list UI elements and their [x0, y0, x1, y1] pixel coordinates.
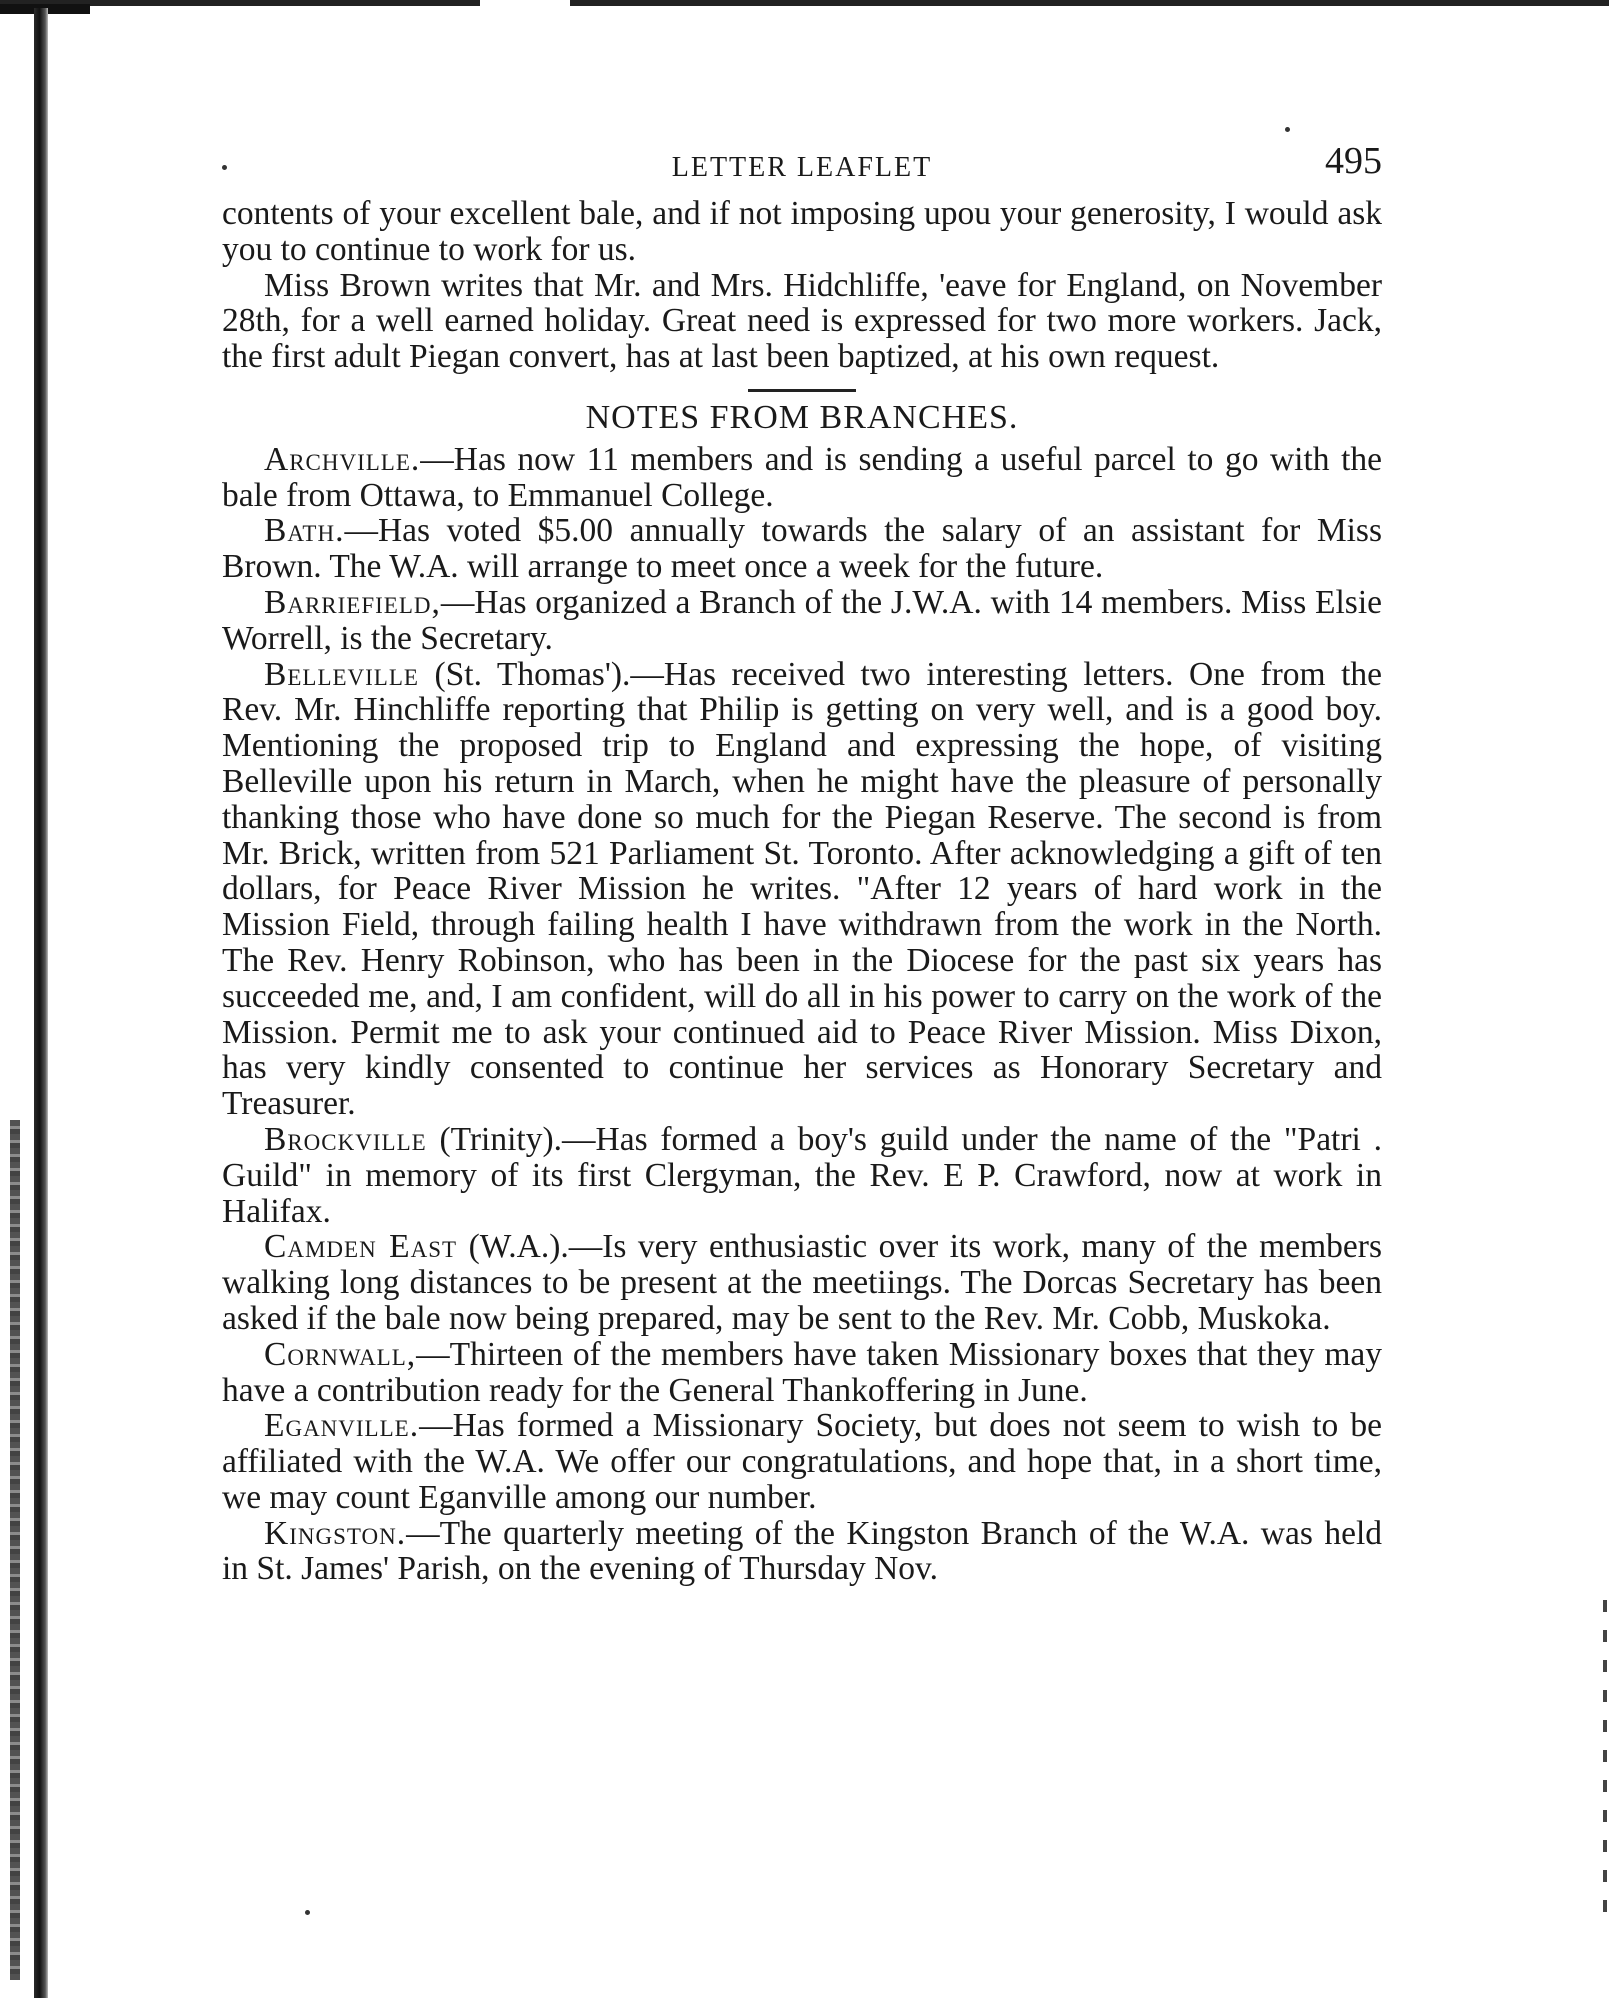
branch-name: Kingston. — [264, 1514, 407, 1552]
branch-name: Cornwall, — [264, 1335, 417, 1373]
branch-note — [222, 1516, 1382, 1588]
scan-speck — [305, 1910, 310, 1915]
branch-name: Eganville. — [264, 1407, 420, 1445]
section-divider — [748, 389, 856, 392]
intro-paragraph: contents of your excellent bale, and if not imposing upou your generosity, I would ask you to continue to work for us. — [222, 195, 1382, 268]
branch-text: (W.A.).—Is very enthusiastic over its work, many of the members walking long distances to be present at the meetiings. The Dorcas Secretary has been asked if the bale now being prepared, may be sent to the Rev. Mr. Cobb, Muskoka. — [222, 1228, 1382, 1337]
branch-text: —Has now 11 members and is sending a useful parcel to go with the bale from Ottawa, to Emmanuel College. — [222, 440, 1382, 514]
branch-text: —Has voted $5.00 annually towards the salary of an assistant for Miss Brown. The W.A. will arrange to meet once a week for the future. — [222, 512, 1382, 586]
page-number: 495 — [1325, 140, 1382, 182]
branch-note — [222, 585, 1382, 657]
branch-note — [222, 1122, 1382, 1229]
branch-note — [222, 1337, 1382, 1409]
branch-text: —Has organized a Branch of the J.W.A. with 14 members. Miss Elsie Worrell, is the Secretary. — [222, 583, 1382, 657]
branch-name: Archville. — [264, 440, 421, 478]
scan-top-gap — [480, 0, 570, 6]
scan-speck — [1285, 127, 1290, 132]
branch-name: Camden East — [264, 1228, 458, 1266]
branch-note — [222, 1408, 1382, 1515]
branch-text: —Has formed a Missionary Society, but does not seem to wish to be affiliated with the W.A. We offer our congratulations, and hope that, in a short time, we may count Eganville among our number. — [222, 1407, 1382, 1516]
branch-text: —The quarterly meeting of the Kingston Branch of the W.A. was held in St. James' Parish, on the evening of Thursday Nov. — [222, 1514, 1382, 1588]
branch-name: Belleville — [264, 655, 419, 693]
branch-text: (St. Thomas').—Has received two interesting letters. One from the Rev. Mr. Hinchliffe reporting that Philip is getting on very well, and is a good boy. Mentioning the proposed trip to England and expressing the hope, of visiting Belleville upon his return in March, when he might have the pleasure of personally thanking those who have done so much for the Piegan Reserve. The second is from Mr. Brick, written from 521 Parliament St. Toronto. After acknowledging a gift of ten dollars, for Peace River Mission he writes. "After 12 years of hard work in the Mission Field, through failing health I have withdrawn from the work in the North. The Rev. Henry Robinson, who has been in the Diocese for the past six years has succeeded me, and, I am confident, will do all in his power to carry on the work of the Mission. Permit me to ask your continued aid to Peace River Mission. Miss Dixon, has very kindly consented to continue her services as Honorary Secretary and Treasurer. — [222, 655, 1382, 1123]
branch-note — [222, 1229, 1382, 1336]
branch-name: Bath. — [264, 512, 345, 550]
branch-name: Barriefield, — [264, 583, 441, 621]
scan-top-rule — [0, 0, 1609, 6]
running-title: LETTER LEAFLET — [671, 152, 933, 183]
branch-note — [222, 442, 1382, 514]
intro-paragraph: Miss Brown writes that Mr. and Mrs. Hidchliffe, 'eave for England, on November 28th, for a well earned holiday. Great need is expressed for two more workers. Jack, the first adult Piegan convert, has at last been baptized, at his own request. — [222, 266, 1382, 376]
section-title: NOTES FROM BRANCHES. — [585, 398, 1019, 436]
scan-right-edge — [1603, 1600, 1607, 1930]
branch-text: —Thirteen of the members have taken Missionary boxes that they may have a contribution ready for the General Thankoffering in June. — [222, 1335, 1382, 1409]
branch-name: Brockville — [264, 1120, 427, 1158]
document-page — [222, 140, 1382, 1587]
branch-text: (Trinity).—Has formed a boy's guild under the name of the "Patri . Guild" in memory of its first Clergyman, the Rev. E P. Crawford, now at work in Halifax. — [222, 1120, 1382, 1230]
scan-binding-edge — [34, 8, 48, 1998]
branch-note — [222, 513, 1382, 585]
scan-binding-shadow — [10, 1120, 20, 1980]
branch-note — [222, 657, 1382, 1122]
running-head — [222, 140, 1382, 196]
